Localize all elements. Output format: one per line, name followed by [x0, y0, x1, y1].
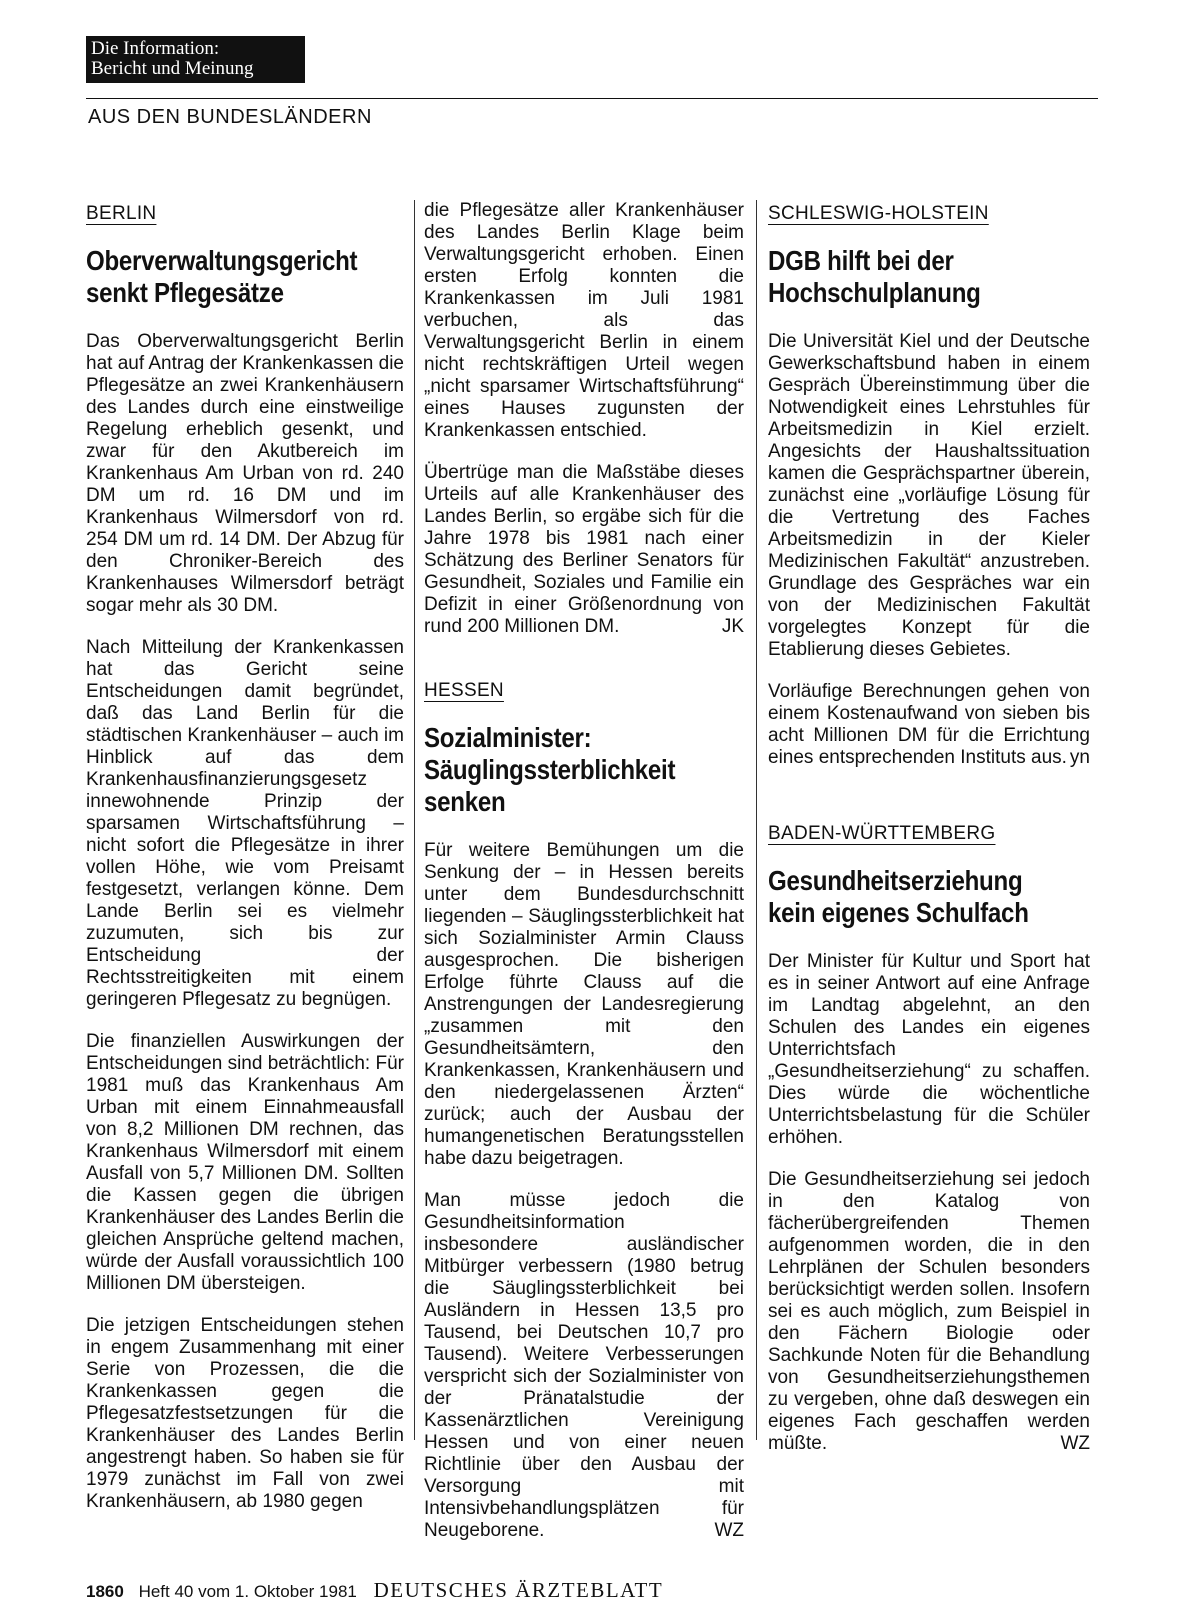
top-rule — [86, 98, 1098, 99]
headline-hessen: Sozialminister: Säuglingssterblichkeit senken — [424, 722, 676, 817]
paragraph: Der Minister für Kultur und Sport hat es in seiner Antwort auf eine Anfrage im Landtag abgelehnt, an den Schulen des Landes ein eigenes Unterrichtsfach „Gesundheitserziehung“ zu schaffen. Dies würde die wöchentliche Unterrichtsbelastung für die Schüler erhöhen. — [768, 951, 1090, 1148]
paragraph-with-signature — [424, 462, 744, 638]
author-signature: WZ — [1060, 1433, 1090, 1454]
paragraph: Das Oberverwaltungsgericht Berlin hat auf Antrag der Krankenkassen die Pflegesätze an zwei Krankenhäusern des Landes durch eine einstweilige Regelung erheblich gesenkt, und zwar für den Akutbereich im Krankenhaus Am Urban von rd. 240 DM um rd. 16 DM und im Krankenhaus Wilmersdorf von rd. 254 DM um rd. 14 DM. Der Abzug für den Chroniker-Bereich des Krankenhauses Wilmersdorf beträgt sogar mehr als 30 DM. — [86, 331, 404, 616]
page-number: 1860 — [86, 1582, 124, 1601]
issue-info: Heft 40 vom 1. Oktober 1981 — [138, 1582, 357, 1601]
paragraph-with-signature — [424, 1190, 744, 1542]
paragraph-text: Man müsse jedoch die Gesundheitsinformation insbesondere ausländischer Mitbürger verbessern (1980 betrug die Säuglingssterblichkeit bei Ausländern in Hessen 13,5 pro Tausend, bei Deutschen 10,7 pro Tausend). Weitere Verbesserungen verspricht sich der Sozialminister von der Pränatalstudie der Kassenärztlichen Vereinigung Hessen und von einer neuen Richtlinie über den Ausbau der Versorgung mit Intensivbehandlungsplätzen für Neugeborene. — [424, 1190, 744, 1541]
rubric-line-2: Bericht und Meinung — [91, 58, 254, 79]
page-footer — [86, 1578, 663, 1603]
magazine-name: DEUTSCHES ÄRZTEBLATT — [373, 1578, 664, 1602]
rubric-line-1: Die Information: — [91, 38, 220, 59]
author-signature: JK — [721, 616, 744, 637]
paragraph: Die jetzigen Entscheidungen stehen in engem Zusammenhang mit einer Serie von Prozessen, die die Krankenkassen gegen die Pflegesatzfestsetzungen für die Krankenhäuser des Landes Berlin angestrengt haben. So haben sie für 1979 zunächst im Fall von zwei Krankenhäusern, ab 1980 gegen — [86, 1315, 404, 1512]
paragraph-text: Vorläufige Berechnungen gehen von einem Kostenaufwand von sieben bis acht Millionen DM für die Errichtung eines entsprechenden Instituts aus. — [768, 681, 1090, 768]
paragraph-with-signature — [768, 1169, 1090, 1455]
column-middle — [424, 200, 744, 1562]
region-label-hessen: HESSEN — [424, 680, 504, 701]
paragraph: Die finanziellen Auswirkungen der Entscheidungen sind beträchtlich: Für 1981 muß das Krankenhaus Am Urban mit einem Einnahmeausfall von 8,2 Millionen DM rechnen, das Krankenhaus Wilmersdorf mit einem Ausfall von 5,7 Millionen DM. Sollten die Kassen gegen die übrigen Krankenhäuser des Landes Berlin die gleichen Ansprüche geltend machen, würde der Ausfall voraussichtlich 100 Millionen DM übersteigen. — [86, 1031, 404, 1294]
column-divider — [414, 200, 415, 1440]
author-signature: yn — [1069, 747, 1090, 768]
author-signature: WZ — [714, 1520, 744, 1541]
paragraph-text: Übertrüge man die Maßstäbe dieses Urteils auf alle Krankenhäuser des Landes Berlin, so ergäbe sich für die Jahre 1978 bis 1981 nach einer Schätzung des Berliner Senators für Gesundheit, Soziales und Familie ein Defizit in einer Größenordnung von rund 200 Millionen DM. — [424, 462, 744, 637]
column-right — [768, 203, 1090, 1475]
region-label-berlin: BERLIN — [86, 203, 157, 224]
paragraph: Nach Mitteilung der Krankenkassen hat das Gericht seine Entscheidungen damit begründet, daß das Land Berlin für die städtischen Krankenhäuser – auch im Hinblick auf das dem Krankenhausfinanzierungsgesetz innewohnende Prinzip der sparsamen Wirtschaftsführung – nicht sofort die Pflegesätze in ihrer vollen Höhe, wie vom Preisamt festgesetzt, verlangen könne. Dem Lande Berlin sei es vielmehr zuzumuten, sich bis zur Entscheidung der Rechtsstreitigkeiten mit einem geringeren Pflegesatz zu begnügen. — [86, 637, 404, 1010]
paragraph-with-signature — [768, 681, 1090, 769]
column-divider — [756, 200, 757, 1440]
paragraph-text: Die Gesundheitserziehung sei jedoch in den Katalog von fächerübergreifenden Themen aufgenommen worden, die in den Lehrplänen der Schulen besonders berücksichtigt werden sollen. Insofern sei es auch möglich, zum Beispiel in den Fächern Biologie oder Sachkunde Noten für die Behandlung von Gesundheitserziehungsthemen zu vergeben, ohne daß deswegen ein eigenes Fach geschaffen werden müßte. — [768, 1169, 1090, 1454]
rubric-badge — [86, 36, 305, 83]
section-title: AUS DEN BUNDESLÄNDERN — [88, 106, 372, 128]
headline-berlin: Oberverwaltungsgericht senkt Pflegesätze — [86, 245, 358, 308]
paragraph: die Pflegesätze aller Krankenhäuser des Landes Berlin Klage beim Verwaltungsgericht erhoben. Einen ersten Erfolg konnten die Krankenkassen im Juli 1981 verbuchen, als das Verwaltungsgericht Berlin in einem nicht rechtskräftigen Urteil wegen „nicht sparsamer Wirtschaftsführung“ eines Hauses zugunsten der Krankenkassen entschied. — [424, 200, 744, 441]
region-label-schleswig-holstein: SCHLESWIG-HOLSTEIN — [768, 203, 989, 224]
headline-baden-wuerttemberg: Gesundheitserziehung kein eigenes Schulfach — [768, 865, 1029, 928]
paragraph: Die Universität Kiel und der Deutsche Gewerkschaftsbund haben in einem Gespräch Übereinstimmung über die Notwendigkeit eines Lehrstuhles für Arbeitsmedizin in Kiel erzielt. Angesichts der Haushaltssituation kamen die Gesprächspartner überein, zunächst eine „vorläufige Lösung für die Vertretung des Faches Arbeitsmedizin in der Kieler Medizinischen Fakultät“ anzustreben. Grundlage des Gespräches war ein von der Medizinischen Fakultät vorgelegtes Konzept für die Etablierung dieses Gebietes. — [768, 331, 1090, 660]
headline-schleswig-holstein: DGB hilft bei der Hochschulplanung — [768, 245, 981, 308]
region-label-baden-wuerttemberg: BADEN-WÜRTTEMBERG — [768, 823, 996, 844]
column-left — [86, 203, 404, 1533]
paragraph: Für weitere Bemühungen um die Senkung der – in Hessen bereits unter dem Bundesdurchschnitt liegenden – Säuglingssterblichkeit hat sich Sozialminister Armin Clauss ausgesprochen. Die bisherigen Erfolge führte Clauss auf die Anstrengungen der Landesregierung „zusammen mit den Gesundheitsämtern, den Krankenkassen, Krankenhäusern und den niedergelassenen Ärzten“ zurück; auch der Ausbau der humangenetischen Beratungsstellen habe dazu beigetragen. — [424, 840, 744, 1169]
